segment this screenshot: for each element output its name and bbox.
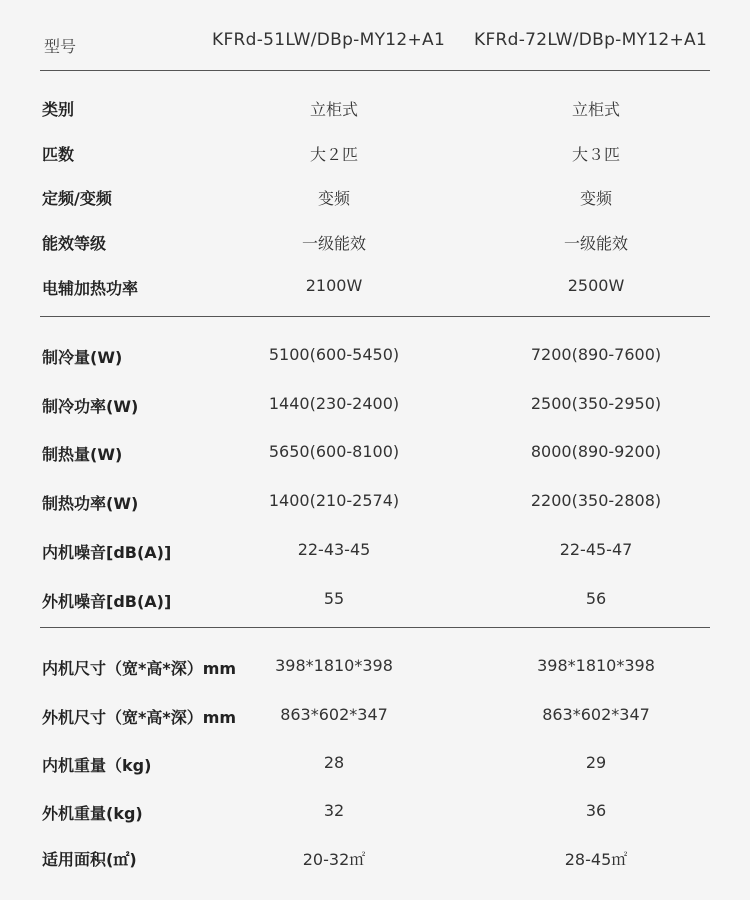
model-1-value: 一级能效 xyxy=(301,234,366,253)
model-1-value: 1440(230-2400) xyxy=(268,394,400,413)
model-1-value: 2100W xyxy=(305,276,363,295)
model-2-value: 29 xyxy=(585,753,607,772)
spec-row-outdoor-noise xyxy=(0,585,750,615)
row-label: 制冷量(W) xyxy=(42,348,123,367)
model-2-value: 398*1810*398 xyxy=(537,656,655,675)
model-2-value: 8000(890-9200) xyxy=(530,442,662,461)
model-1-value: 398*1810*398 xyxy=(275,656,393,675)
header-divider xyxy=(40,70,710,71)
model-1-value: 22-43-45 xyxy=(297,540,371,559)
spec-row-outdoor-weight xyxy=(0,797,750,827)
model-label: 型号 xyxy=(44,37,77,56)
row-label: 内机噪音[dB(A)] xyxy=(42,543,172,562)
model-1-value: 大２匹 xyxy=(309,145,358,164)
spec-row-cooling-power xyxy=(0,390,750,420)
model-2-value: 56 xyxy=(585,589,607,608)
spec-row-category xyxy=(0,93,750,123)
model-1-value: 20-32㎡ xyxy=(302,850,366,869)
model-2-value: 2500W xyxy=(567,276,625,295)
model-2-value: 863*602*347 xyxy=(542,705,650,724)
model-1-name: KFRd-51LW/DBp-MY12+A1 xyxy=(212,30,446,50)
model-1-value: 1400(210-2574) xyxy=(268,491,400,510)
spec-row-horsepower xyxy=(0,138,750,168)
spec-row-indoor-weight xyxy=(0,749,750,779)
spec-row-indoor-noise xyxy=(0,536,750,566)
spec-row-cooling-capacity xyxy=(0,341,750,371)
model-1-value: 55 xyxy=(323,589,345,608)
model-1-value: 变频 xyxy=(317,189,350,208)
spec-row-aux-heating xyxy=(0,272,750,302)
row-label: 外机噪音[dB(A)] xyxy=(42,592,172,611)
row-label: 类别 xyxy=(42,100,75,119)
model-1-value: 28 xyxy=(323,753,345,772)
row-label: 电辅加热功率 xyxy=(42,279,139,298)
row-label: 能效等级 xyxy=(42,234,107,253)
model-1-value: 立柜式 xyxy=(309,100,358,119)
model-2-value: 2200(350-2808) xyxy=(530,491,662,510)
spec-row-indoor-size xyxy=(0,652,750,682)
model-1-value: 32 xyxy=(323,801,345,820)
row-label: 匹数 xyxy=(42,145,75,164)
row-label: 制热量(W) xyxy=(42,445,123,464)
model-2-value: 大３匹 xyxy=(571,145,620,164)
model-2-value: 22-45-47 xyxy=(559,540,633,559)
spec-row-inverter xyxy=(0,182,750,212)
group-divider xyxy=(40,627,710,628)
model-1-value: 863*602*347 xyxy=(280,705,388,724)
row-label: 外机尺寸（宽*高*深）mm xyxy=(42,708,237,727)
row-label: 内机尺寸（宽*高*深）mm xyxy=(42,659,237,678)
model-2-value: 立柜式 xyxy=(571,100,620,119)
spec-row-applicable-area xyxy=(0,843,750,873)
spec-table-header xyxy=(0,20,750,64)
model-1-value: 5100(600-5450) xyxy=(268,345,400,364)
model-2-value: 28-45㎡ xyxy=(564,850,628,869)
group-divider xyxy=(40,316,710,317)
spec-row-energy-grade xyxy=(0,227,750,257)
spec-row-heating-power xyxy=(0,487,750,517)
model-1-value: 5650(600-8100) xyxy=(268,442,400,461)
row-label: 定频/变频 xyxy=(42,189,112,208)
model-2-value: 变频 xyxy=(579,189,612,208)
spec-row-heating-capacity xyxy=(0,438,750,468)
model-2-value: 一级能效 xyxy=(563,234,628,253)
model-2-value: 36 xyxy=(585,801,607,820)
row-label: 制热功率(W) xyxy=(42,494,139,513)
model-2-name: KFRd-72LW/DBp-MY12+A1 xyxy=(474,30,708,50)
row-label: 外机重量(kg) xyxy=(42,804,143,823)
row-label: 适用面积(㎡) xyxy=(42,850,137,869)
model-2-value: 2500(350-2950) xyxy=(530,394,662,413)
spec-row-outdoor-size xyxy=(0,701,750,731)
model-2-value: 7200(890-7600) xyxy=(530,345,662,364)
row-label: 内机重量（kg) xyxy=(42,756,152,775)
row-label: 制冷功率(W) xyxy=(42,397,139,416)
